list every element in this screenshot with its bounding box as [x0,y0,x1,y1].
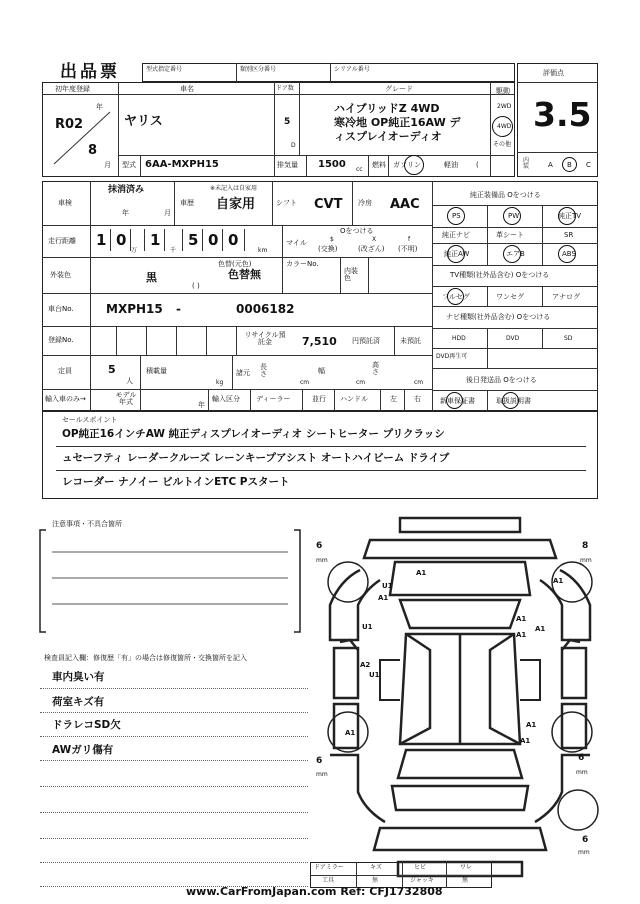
equip-leather: 革シート [496,231,524,239]
damage-mark: A1 [535,625,546,633]
odo-swap-sym: $ [330,236,334,243]
doors-label: ドア数 [276,85,294,92]
cc-unit: cc [356,166,363,173]
legend-scratch: キズ [370,864,382,871]
tire-fr: 8 [582,541,589,551]
import-label: 輸入車のみ→ [45,395,86,403]
model-type-label: 型式 [122,161,136,169]
shift-value: CVT [314,197,343,212]
tire-rl-unit: mm [316,771,328,778]
import-year: 年 [198,401,205,409]
height-cm: cm [414,379,424,386]
car-name-value: ヤリス [124,114,163,129]
grade-line-1: ハイブリッドZ 4WD [334,102,440,115]
notes-label: 注意事項・不具合箇所 [52,520,122,528]
tv-fullseg: フルセグ [442,293,470,301]
equip-sr: SR [564,231,574,239]
reg-label: 登録No. [48,336,74,344]
equip-pw: PW [508,212,520,220]
recycle-label: リサイクル預託金 [244,331,286,346]
mileage-km: km [258,247,268,254]
legend-jack-value: 無 [462,877,469,884]
interior-grade-a: A [548,161,553,169]
tire-spare-unit: mm [578,849,590,856]
recycle-paid: 円預託済 [352,337,380,345]
drive-other: その他 [493,141,512,148]
tire-rl: 6 [316,756,323,766]
displacement-value: 1500 [318,159,346,170]
length-label: 長さ [260,363,267,378]
damage-mark: U1 [362,623,373,631]
eval-score: 3.5 [533,95,592,134]
orig-color-paren: ( ) [192,282,200,290]
equip-airbag-circle [503,245,521,263]
notes-bracket [38,528,308,638]
size-label: 諸元 [236,369,250,377]
damage-mark: A1 [520,737,531,745]
equip-ps: PS [452,212,461,220]
grade-line-3: ィスプレイオーディオ [334,130,442,143]
drive-2wd: 2WD [497,103,512,110]
ac-label: 冷房 [358,199,372,207]
odo-tamper-sym: X [372,236,377,243]
legend-jack: ジャッキ [410,877,434,884]
tv-title: TV種類(社外品含む) Oをつける [450,271,550,279]
inspector-label: 検査員記入欄：修復歴「有」の場合は修復箇所・交換箇所を記入 [44,654,247,662]
later-title: 後日発送品 Oをつける [466,376,537,384]
mileage-sen: 千 [170,247,177,254]
sales-line-2: ュセーフティ レーダークルーズ レーンキープアシスト オートハイビーム ドライブ [62,452,450,464]
odo-unknown: (不明) [398,245,418,253]
page-title: 出品票 [60,62,120,82]
class-num-label: 類別区分番号 [240,66,277,73]
drive-4wd: 4WD [497,123,512,130]
equip-tv: 純正TV [558,212,582,220]
model-cert-label: 型式指定番号 [146,66,183,73]
footer-watermark: www.CarFromJapan.com Ref: CFJ1732808 [186,885,443,898]
damage-mark: A1 [526,721,537,729]
chassis-label: 車台No. [48,305,74,313]
equip-aw-circle [447,245,465,263]
equip-tv-circle [558,207,576,225]
mileage-digit-6: 0 [228,231,239,249]
car-name-label: 車名 [180,85,194,93]
note-item-3: ドラレコSD欠 [52,719,121,731]
interior-label: 内装 [523,157,530,170]
import-class-label: 輸入区分 [212,395,240,403]
doors-suffix: D [291,142,296,149]
ac-value: AAC [390,197,420,212]
tire-rr-unit: mm [576,769,588,776]
drive-4wd-circle [492,116,513,137]
width-cm: cm [356,379,366,386]
grade-label: グレード [385,85,413,93]
shaken-label: 車検 [58,199,72,207]
import-parallel: 並行 [312,395,326,403]
tv-oneseg: ワンセグ [496,293,524,301]
import-right: 右 [414,395,421,403]
damage-mark: U1 [369,671,380,679]
fuel-label: 燃料 [372,161,386,169]
chassis-dash: - [176,302,181,316]
tire-fl-unit: mm [316,557,328,564]
navi-dvd: DVD [506,335,520,342]
capacity-label: 定員 [58,367,72,375]
legend-tool: 工具 [322,877,335,884]
history-note: ※未記入は自家用 [210,185,258,192]
mileage-label: 走行距離 [48,237,76,245]
note-item-4: AWガリ傷有 [52,744,114,756]
grade-line-2: 寒冷地 OP純正16AW デ [334,116,461,129]
load-label: 積載量 [146,367,167,375]
import-handle: ハンドル [340,395,368,403]
legend-mirror: ドアミラー [314,864,344,871]
capacity-unit: 人 [126,377,133,385]
fuel-other: ( [476,161,479,169]
sales-points-label: セールスポイント [62,416,118,424]
model-year-label: モデル年式 [115,391,137,406]
dvd-playback: DVD再生可 [436,353,468,360]
mileage-digit-4: 5 [188,231,199,249]
interior-grade-b: B [567,161,572,169]
later-warranty: 新車保証書 [440,397,475,405]
sales-line-3: レコーダー ナノイー ビルトインETC Pスタート [62,476,290,488]
car-diagram [310,510,610,890]
equip-abs: ABS [562,250,576,258]
model-type-value: 6AA-MXPH15 [145,159,219,170]
shaken-month: 月 [164,209,171,217]
doors-value: 5 [284,117,291,127]
history-label: 車歴 [180,199,194,207]
tire-rr: 6 [578,753,585,763]
orig-color-label: 色替(元色) [218,260,252,268]
sales-line-1: OP純正16インチAW 純正ディスプレイオーディオ シートヒーター プリクラッシ [62,428,445,440]
import-dealer: ディーラー [256,395,291,403]
later-manual-circle [502,392,519,409]
height-label: 高さ [372,361,379,376]
first-reg-month: 8 [88,143,98,158]
note-item-1: 車内臭い有 [52,671,105,683]
recycle-value: 7,510 [302,335,337,348]
equip-pw-circle [503,207,521,225]
equip-aw: 純正AW [444,250,470,258]
load-kg: kg [216,379,224,386]
mile-label: マイル [286,239,307,247]
note-item-2: 荷室キズ有 [52,696,105,708]
equip-airbag: エアB [506,250,525,258]
fuel-diesel: 軽油 [444,161,458,169]
width-label: 幅 [318,367,325,375]
mileage-digit-3: 1 [150,231,161,249]
mileage-digit-2: 0 [116,231,127,249]
odo-swap: (交換) [318,245,338,253]
serial-label: シリアル番号 [334,66,370,73]
drive-label: 駆動 [496,87,510,95]
color-label: 外装色 [50,271,71,279]
history-value: 自家用 [216,197,256,212]
odo-circle-note: Oをつける [340,227,374,235]
damage-mark: A1 [516,615,527,623]
damage-mark: U1 [382,582,393,590]
odo-tamper: (改ざん) [358,245,385,253]
import-left: 左 [390,395,397,403]
equipment-title: 純正装備品 Oをつける [470,191,541,199]
navi-sd: SD [564,335,573,342]
first-reg-label: 初年度登録 [55,85,90,93]
fuel-gasoline-circle [404,155,424,175]
damage-mark: A1 [416,569,427,577]
interior-grade-c: C [586,161,591,169]
legend-tool-value: 無 [372,877,379,884]
interior-color-label: 内装色 [344,267,358,282]
shift-label: シフト [276,199,297,207]
recycle-unpaid: 未預託 [400,337,421,345]
damage-mark: A1 [516,631,527,639]
legend-break: ワレ [460,864,473,871]
later-manual: 取扱説明書 [496,397,531,405]
mileage-digit-5: 0 [208,231,219,249]
damage-mark: A1 [345,729,356,737]
shaken-value: 抹消済み [108,185,145,195]
mileage-digit-1: 1 [96,231,107,249]
equip-ps-circle [447,207,465,225]
tire-spare: 6 [582,835,589,845]
later-warranty-circle [446,392,463,409]
damage-mark: A2 [360,661,371,669]
displacement-label: 排気量 [277,161,298,169]
equip-abs-circle [558,245,576,263]
tv-fullseg-circle [447,288,464,305]
capacity-value: 5 [108,363,116,376]
eval-label: 評価点 [543,69,564,77]
year-unit: 年 [96,103,103,111]
legend-crack: ヒビ [414,864,427,871]
chassis-number: 0006182 [236,302,295,316]
shaken-year: 年 [122,209,129,217]
mileage-man: 万 [131,247,138,254]
chassis-prefix: MXPH15 [106,302,163,316]
first-reg-year: R02 [55,117,84,132]
color-no-label: カラーNo. [286,260,319,268]
tire-fl: 6 [316,541,323,551]
odo-unknown-sym: f [408,236,411,243]
interior-b-circle [562,157,577,172]
fuel-gasoline: ガソリン [393,161,421,169]
tv-analog: アナログ [552,293,580,301]
damage-mark: A1 [553,577,564,585]
color-value: 黒 [146,271,157,284]
month-unit: 月 [104,161,111,169]
damage-mark: A1 [378,594,389,602]
navi-hdd: HDD [452,335,466,342]
equip-navi: 純正ナビ [442,231,470,239]
tire-fr-unit: mm [580,557,592,564]
length-cm: cm [300,379,310,386]
navi-title: ナビ種類(社外品含む) Oをつける [446,313,551,321]
orig-color-value: 色替無 [228,268,261,281]
